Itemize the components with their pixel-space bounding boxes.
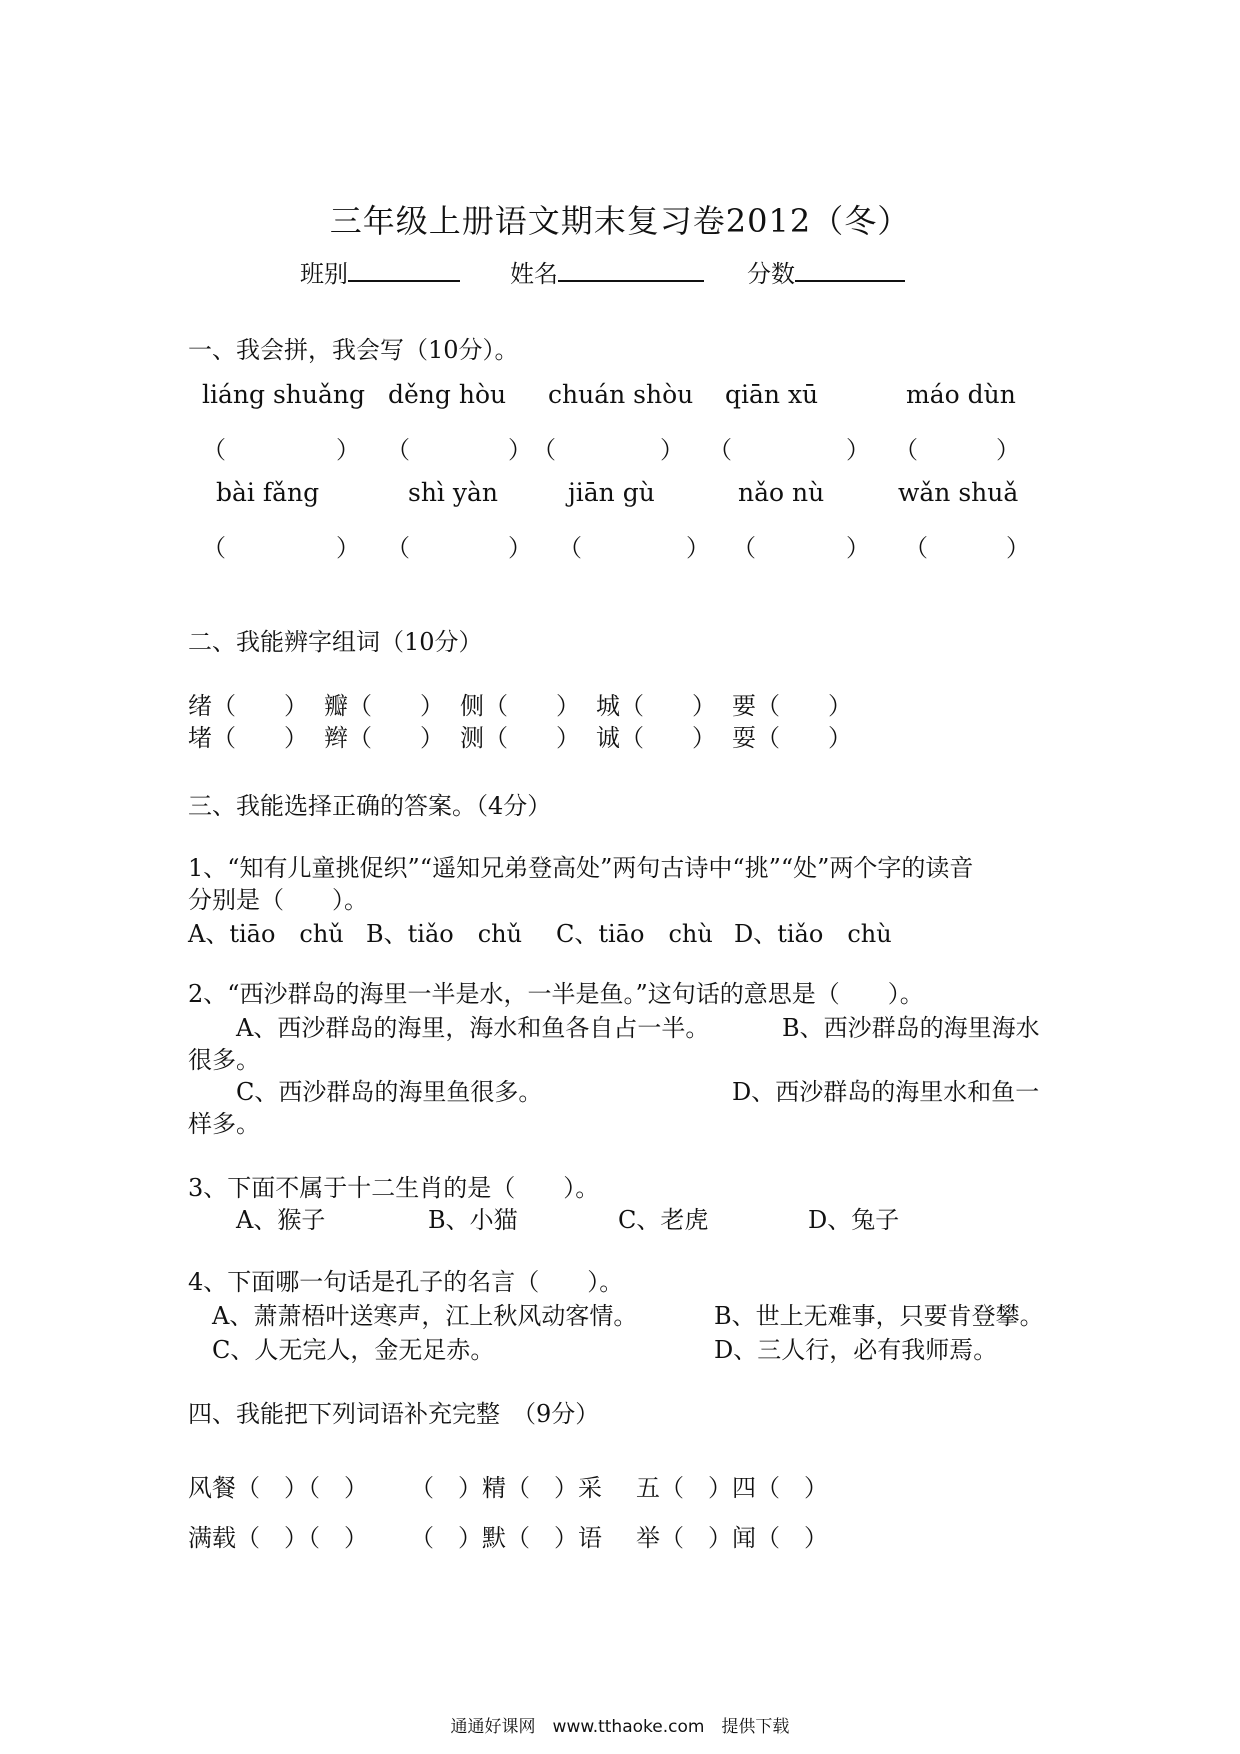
q4-option-d[interactable]: D、三人行，必有我师焉。 (714, 1336, 998, 1364)
answer-box-1-close: ） (336, 436, 360, 464)
q2-option-d-cont: 样多。 (188, 1110, 260, 1138)
idiom-1[interactable]: 风餐（ ）（ ） (188, 1474, 368, 1502)
q1-option-b[interactable]: B、tiǎo chǔ (366, 920, 523, 948)
answer-box-5[interactable]: （ (894, 436, 918, 464)
section2-heading: 二、我能辨字组词（10分） (188, 628, 483, 656)
q4-option-a[interactable]: A、萧萧梧叶送寒声，江上秋风动客情。 (212, 1302, 638, 1330)
class-field[interactable] (300, 254, 460, 289)
q2-option-b[interactable]: B、西沙群岛的海里海水 (782, 1014, 1040, 1042)
score-field[interactable] (747, 254, 905, 289)
idiom-3[interactable]: 五（ ）四（ ） (636, 1474, 828, 1502)
pinyin-2: děng hòu (388, 380, 507, 409)
footer-credit: 通通好课网 www.tthaoke.com 提供下载 (450, 1717, 790, 1737)
q2-option-a[interactable]: A、西沙群岛的海里，海水和鱼各自占一半。 (236, 1014, 710, 1042)
char-word-10[interactable]: 耍（ ） (732, 724, 852, 752)
q3-text: 3、下面不属于十二生肖的是（ ）。 (188, 1174, 600, 1202)
answer-box-7[interactable]: （ (386, 534, 410, 562)
q1-text-cont: 分别是（ ）。 (188, 886, 368, 914)
idiom-4[interactable]: 满载（ ）（ ） (188, 1524, 368, 1552)
answer-box-10[interactable]: （ (904, 534, 928, 562)
char-word-5[interactable]: 要（ ） (732, 692, 852, 720)
section3-heading: 三、我能选择正确的答案。（4分） (188, 792, 552, 820)
pinyin-3: chuán shòu (548, 380, 694, 409)
q2-option-b-cont: 很多。 (188, 1046, 260, 1074)
answer-box-3-close: ） (660, 436, 684, 464)
q4-option-b[interactable]: B、世上无难事，只要肯登攀。 (714, 1302, 1044, 1330)
char-word-2[interactable]: 瓣（ ） (324, 692, 444, 720)
class-label: 班别 (300, 260, 348, 288)
answer-box-2-close: ） (508, 436, 532, 464)
answer-box-4[interactable]: （ (708, 436, 732, 464)
q2-option-c[interactable]: C、西沙群岛的海里鱼很多。 (236, 1078, 543, 1106)
name-label: 姓名 (510, 260, 558, 288)
q3-option-b[interactable]: B、小猫 (428, 1206, 518, 1234)
q3-option-a[interactable]: A、猴子 (236, 1206, 326, 1234)
idiom-5[interactable]: （ ）默（ ）语 (410, 1524, 602, 1552)
answer-box-5-close: ） (996, 436, 1020, 464)
q3-option-d[interactable]: D、兔子 (808, 1206, 900, 1234)
q1-option-c[interactable]: C、tiāo chù (556, 920, 713, 948)
q1-option-a[interactable]: A、tiāo chǔ (188, 920, 344, 948)
answer-box-2[interactable]: （ (386, 436, 410, 464)
answer-box-6[interactable]: （ (202, 534, 226, 562)
char-word-9[interactable]: 诚（ ） (596, 724, 716, 752)
q2-option-d[interactable]: D、西沙群岛的海里水和鱼一 (732, 1078, 1040, 1106)
q4-text: 4、下面哪一句话是孔子的名言（ ）。 (188, 1268, 624, 1296)
answer-box-8-close: ） (686, 534, 710, 562)
class-blank[interactable] (348, 258, 460, 282)
char-word-4[interactable]: 城（ ） (596, 692, 716, 720)
answer-box-8[interactable]: （ (558, 534, 582, 562)
pinyin-9: nǎo nù (738, 478, 825, 507)
char-word-8[interactable]: 测（ ） (460, 724, 580, 752)
section4-heading: 四、我能把下列词语补充完整 （9分） (188, 1400, 600, 1428)
q3-option-c[interactable]: C、老虎 (618, 1206, 709, 1234)
pinyin-7: shì yàn (408, 478, 499, 507)
name-field[interactable] (510, 254, 704, 289)
answer-box-7-close: ） (508, 534, 532, 562)
char-word-3[interactable]: 侧（ ） (460, 692, 580, 720)
answer-box-1[interactable]: （ (202, 436, 226, 464)
q4-option-c[interactable]: C、人无完人，金无足赤。 (212, 1336, 495, 1364)
score-blank[interactable] (795, 258, 905, 282)
char-word-1[interactable]: 绪（ ） (188, 692, 308, 720)
pinyin-1: liáng shuǎng (202, 380, 365, 409)
idiom-2[interactable]: （ ）精（ ）采 (410, 1474, 602, 1502)
pinyin-5: máo dùn (906, 380, 1016, 409)
idiom-6[interactable]: 举（ ）闻（ ） (636, 1524, 828, 1552)
q1-text: 1、“知有儿童挑促织”“遥知兄弟登高处”两句古诗中“挑”“处”两个字的读音 (188, 854, 974, 882)
q1-option-d[interactable]: D、tiǎo chù (734, 920, 892, 948)
answer-box-6-close: ） (336, 534, 360, 562)
page-title: 三年级上册语文期末复习卷2012（冬） (329, 202, 911, 240)
section1-heading: 一、我会拼，我会写（10分）。 (188, 336, 519, 364)
answer-box-9[interactable]: （ (732, 534, 756, 562)
score-label: 分数 (747, 260, 795, 288)
char-word-6[interactable]: 堵（ ） (188, 724, 308, 752)
answer-box-10-close: ） (1006, 534, 1030, 562)
pinyin-8: jiān gù (568, 478, 655, 507)
answer-box-3[interactable]: （ (532, 436, 556, 464)
pinyin-4: qiān xū (725, 380, 819, 409)
name-blank[interactable] (558, 258, 704, 282)
answer-box-4-close: ） (846, 436, 870, 464)
pinyin-6: bài fǎng (216, 478, 320, 507)
char-word-7[interactable]: 辫（ ） (324, 724, 444, 752)
pinyin-10: wǎn shuǎ (898, 478, 1019, 507)
q2-text: 2、“西沙群岛的海里一半是水，一半是鱼。”这句话的意思是（ ）。 (188, 980, 924, 1008)
answer-box-9-close: ） (846, 534, 870, 562)
